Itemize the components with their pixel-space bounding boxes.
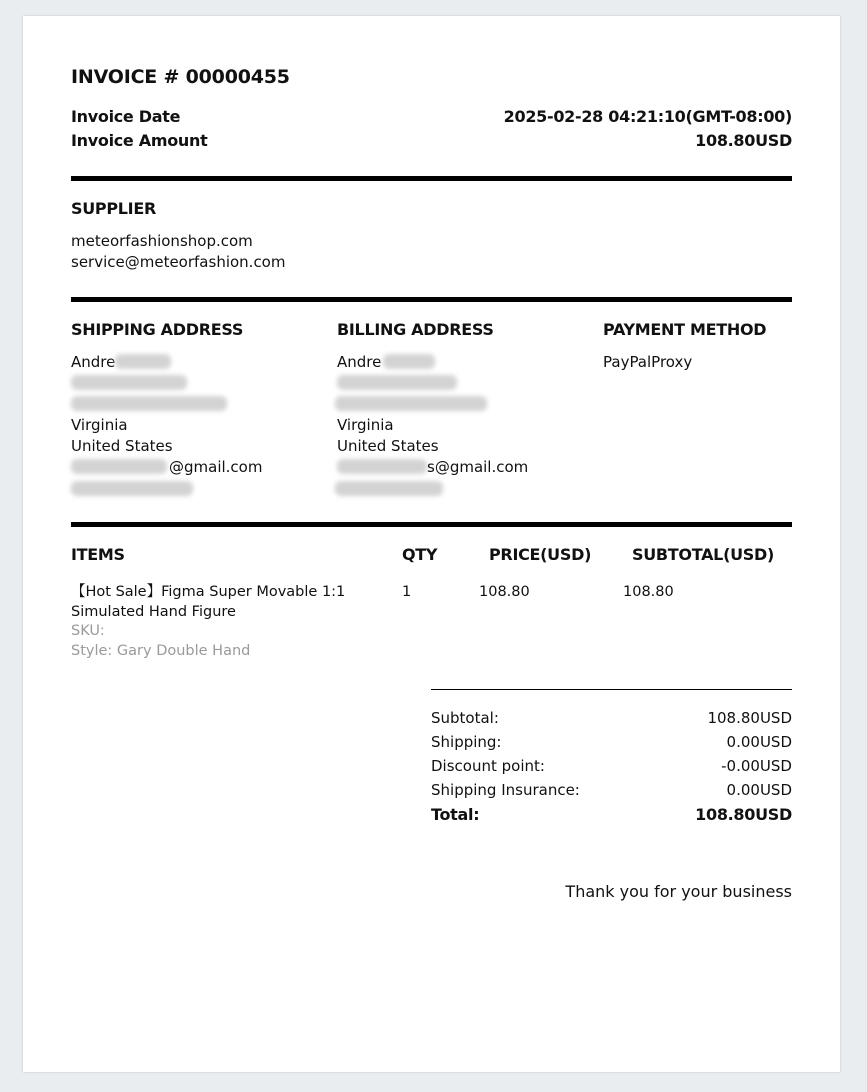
redacted-blur	[71, 396, 227, 411]
shipping-state: Virginia	[71, 416, 128, 434]
invoice-page	[23, 16, 840, 1072]
subtotal-value: 108.80USD	[707, 709, 792, 727]
shipping-email: @gmail.com	[169, 458, 263, 476]
item-name-line2: Simulated Hand Figure	[71, 604, 236, 620]
shipping-label: Shipping:	[431, 733, 502, 751]
shipping-country: United States	[71, 437, 173, 455]
billing-email: s@gmail.com	[427, 458, 529, 476]
billing-address-heading: BILLING ADDRESS	[337, 320, 494, 339]
shipping-name: Andre	[71, 353, 116, 371]
invoice-date-value: 2025-02-28 04:21:10(GMT-08:00)	[503, 107, 792, 126]
thank-you-note: Thank you for your business	[565, 882, 792, 901]
supplier-email: service@meteorfashion.com	[71, 253, 286, 271]
redacted-blur	[335, 396, 487, 411]
redacted-blur	[337, 459, 427, 474]
billing-country: United States	[337, 437, 439, 455]
items-header: ITEMS	[71, 545, 125, 564]
shipping-address-heading: SHIPPING ADDRESS	[71, 320, 244, 339]
redacted-blur	[337, 375, 457, 390]
total-value: 108.80USD	[695, 805, 792, 824]
billing-name: Andre	[337, 353, 382, 371]
item-qty: 1	[402, 584, 412, 600]
item-sku: SKU:	[71, 623, 105, 639]
divider	[71, 522, 792, 527]
item-subtotal: 108.80	[623, 584, 674, 600]
billing-state: Virginia	[337, 416, 394, 434]
payment-method-heading: PAYMENT METHOD	[603, 320, 767, 339]
discount-label: Discount point:	[431, 757, 545, 775]
invoice-date-label: Invoice Date	[71, 107, 181, 126]
item-price: 108.80	[479, 584, 530, 600]
total-label: Total:	[431, 805, 480, 824]
subtotal-label: Subtotal:	[431, 709, 499, 727]
redacted-blur	[71, 459, 167, 474]
divider	[71, 176, 792, 181]
redacted-blur	[71, 375, 187, 390]
supplier-heading: SUPPLIER	[71, 199, 156, 218]
redacted-blur	[71, 481, 193, 496]
price-header: PRICE(USD)	[489, 545, 592, 564]
redacted-blur	[115, 354, 171, 369]
item-name-line1: 【Hot Sale】Figma Super Movable 1:1	[71, 584, 346, 600]
supplier-website: meteorfashionshop.com	[71, 232, 253, 250]
shipping-value: 0.00USD	[726, 733, 792, 751]
subtotal-header: SUBTOTAL(USD)	[632, 545, 774, 564]
invoice-amount-value: 108.80USD	[695, 131, 792, 150]
payment-method-value: PayPalProxy	[603, 353, 693, 371]
qty-header: QTY	[402, 545, 438, 564]
redacted-blur	[383, 354, 435, 369]
insurance-label: Shipping Insurance:	[431, 781, 580, 799]
insurance-value: 0.00USD	[726, 781, 792, 799]
totals-divider	[431, 689, 792, 690]
item-style: Style: Gary Double Hand	[71, 643, 251, 659]
invoice-amount-label: Invoice Amount	[71, 131, 208, 150]
discount-value: -0.00USD	[721, 757, 792, 775]
redacted-blur	[335, 481, 443, 496]
invoice-title: INVOICE # 00000455	[71, 66, 290, 88]
divider	[71, 297, 792, 302]
